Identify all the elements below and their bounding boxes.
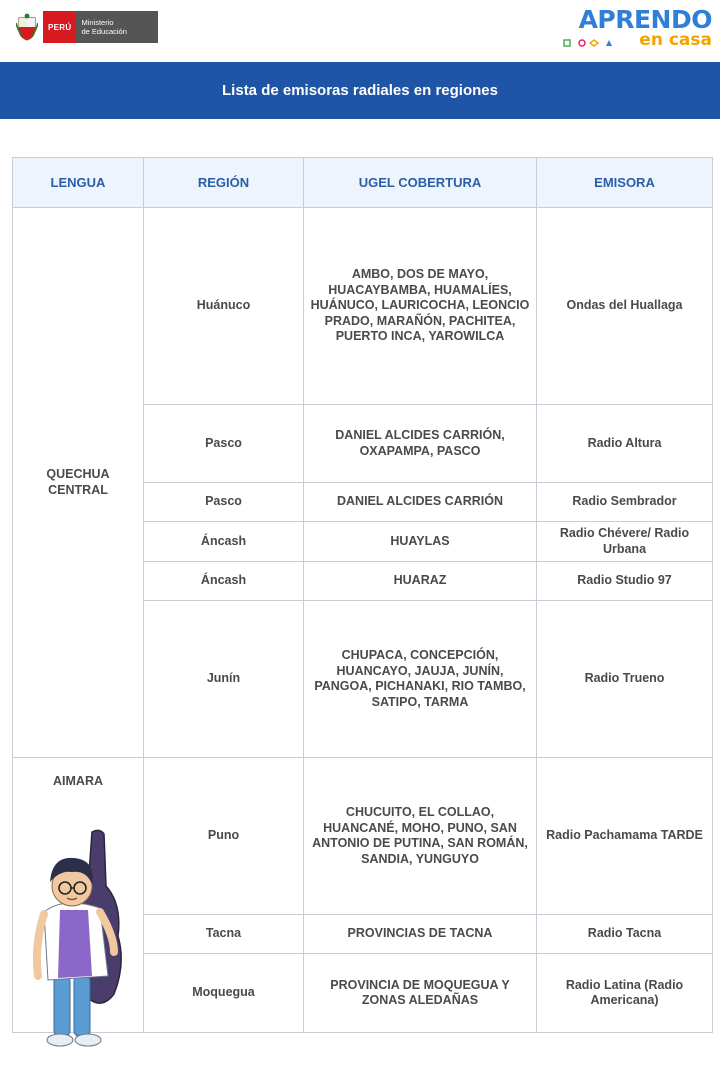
emisora-cell: Radio Trueno: [537, 601, 713, 758]
ugel-cell: CHUPACA, CONCEPCIÓN, HUANCAYO, JAUJA, JUNÍN, PANGOA, PICHANAKI, RIO TAMBO, SATIPO, TARMA: [304, 601, 537, 758]
emisora-cell: Radio Tacna: [537, 915, 713, 954]
student-illustration: [30, 826, 134, 1058]
page-title: Lista de emisoras radiales en regiones: [222, 82, 498, 99]
region-cell: Puno: [144, 758, 304, 915]
ugel-cell: HUAYLAS: [304, 522, 537, 562]
peru-label: PERÚ: [43, 11, 76, 43]
region-cell: Junín: [144, 601, 304, 758]
title-banner: [0, 62, 720, 119]
page-header: [0, 0, 720, 62]
region-cell: Pasco: [144, 483, 304, 522]
aprendo-logo-line-2: en casa: [639, 30, 712, 50]
aprendo-en-casa-logo: [562, 6, 712, 52]
ugel-cell: HUARAZ: [304, 562, 537, 601]
ugel-cell: DANIEL ALCIDES CARRIÓN: [304, 483, 537, 522]
region-cell: Pasco: [144, 405, 304, 483]
ministry-line-2: de Educación: [81, 27, 127, 36]
ministry-label: [76, 11, 158, 43]
header-lengua: LENGUA: [13, 158, 144, 208]
emisora-cell: Radio Sembrador: [537, 483, 713, 522]
ugel-cell: PROVINCIAS DE TACNA: [304, 915, 537, 954]
ugel-cell: AMBO, DOS DE MAYO, HUACAYBAMBA, HUAMALÍES, HUÁNUCO, LAURICOCHA, LEONCIO PRADO, MARAÑÓN, PACHITEA, PUERTO INCA, YAROWILCA: [304, 208, 537, 405]
emisora-cell: Radio Studio 97: [537, 562, 713, 601]
coat-of-arms-icon: [14, 11, 40, 43]
region-cell: Moquegua: [144, 954, 304, 1033]
aprendo-logo-line-1: APRENDO: [578, 5, 712, 34]
ugel-cell: CHUCUITO, EL COLLAO, HUANCANÉ, MOHO, PUNO, SAN ANTONIO DE PUTINA, SAN ROMÁN, SANDIA, YUNGUYO: [304, 758, 537, 915]
region-cell: Áncash: [144, 562, 304, 601]
region-cell: Áncash: [144, 522, 304, 562]
emisora-cell: Radio Chévere/ Radio Urbana: [537, 522, 713, 562]
lengua-cell: AIMARA: [13, 758, 144, 1033]
region-cell: Huánuco: [144, 208, 304, 405]
emisora-cell: Radio Latina (Radio Americana): [537, 954, 713, 1033]
header-emisora: EMISORA: [537, 158, 713, 208]
ugel-cell: PROVINCIA DE MOQUEGUA Y ZONAS ALEDAÑAS: [304, 954, 537, 1033]
logo-shapes-icon: [562, 38, 622, 50]
emisora-cell: Radio Pachamama TARDE: [537, 758, 713, 915]
ministry-line-1: Ministerio: [81, 18, 114, 27]
header-ugel: UGEL COBERTURA: [304, 158, 537, 208]
ugel-cell: DANIEL ALCIDES CARRIÓN, OXAPAMPA, PASCO: [304, 405, 537, 483]
table-row: [13, 208, 713, 405]
ministry-logo: [14, 11, 158, 43]
emisora-cell: Radio Altura: [537, 405, 713, 483]
emisora-cell: Ondas del Huallaga: [537, 208, 713, 405]
region-cell: Tacna: [144, 915, 304, 954]
table-header-row: [13, 158, 713, 208]
lengua-cell: QUECHUA CENTRAL: [13, 208, 144, 758]
header-region: REGIÓN: [144, 158, 304, 208]
